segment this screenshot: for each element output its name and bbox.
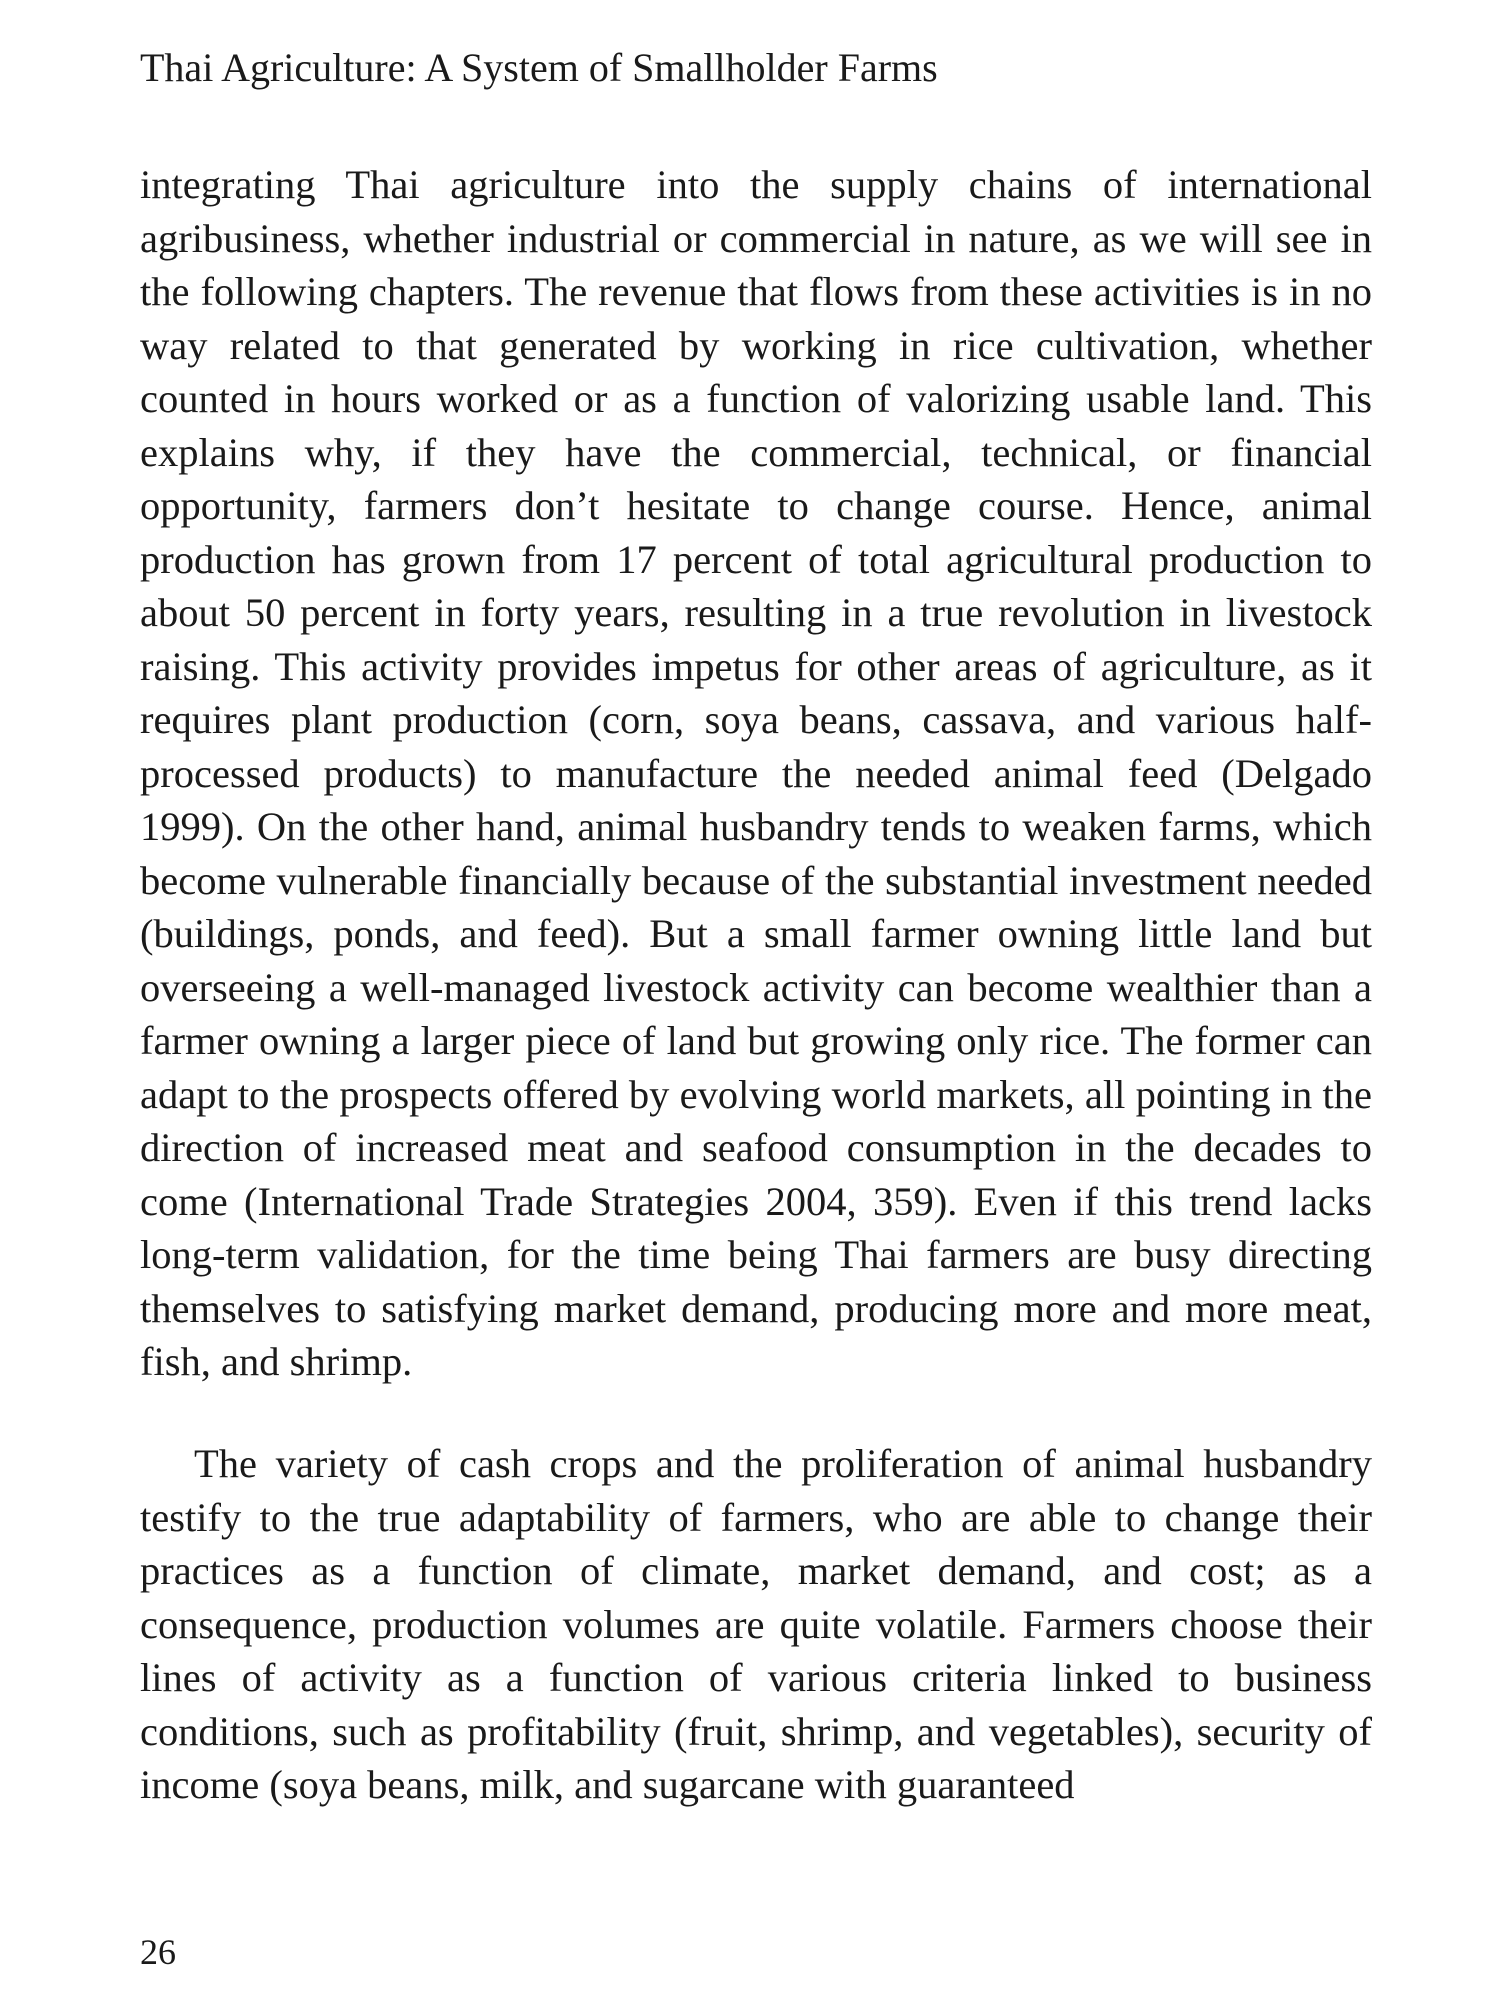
page-number: 26 [140, 1932, 176, 1972]
body-paragraph-2: The variety of cash crops and the proliferation of animal husbandry testify to the true adaptability of farmers, who are able to change their practices as a function of climate, market demand, and cost; as a consequence, production volumes are quite volatile. Farmers choose their lines of activity as a function of various criteria linked to business conditions, such as profitability (fruit, shrimp, and vegetables), security of income (soya beans, milk, and sugarcane with guaranteed [140, 1441, 1372, 1807]
body-paragraph-1: integrating Thai agriculture into the supply chains of international agribusiness, whether industrial or commercial in nature, as we will see in the following chapters. The revenue that flows from these activities is in no way related to that generated by working in rice cultivation, whether counted in hours worked or as a function of valorizing usable land. This explains why, if they have the commercial, technical, or financial opportunity, farmers don’t hesitate to change course. Hence, animal production has grown from 17 percent of total agricultural production to about 50 percent in forty years, resulting in a true revolution in livestock raising. This activity provides impetus for other areas of agriculture, as it requires plant production (corn, soya beans, cassava, and various half-processed products) to manufacture the needed animal feed (Delgado 1999). On the other hand, animal husbandry tends to weaken farms, which become vulnerable financially because of the substantial investment needed (buildings, ponds, and feed). But a small farmer owning little land but overseeing a well-managed livestock activity can become wealthier than a farmer owning a larger piece of land but growing only rice. The former can adapt to the prospects offered by evolving world markets, all pointing in the direction of increased meat and seafood consumption in the decades to come (International Trade Strategies 2004, 359). Even if this trend lacks long-term validation, for the time being Thai farmers are busy directing themselves to satisfying market demand, producing more and more meat, fish, and shrimp. [140, 162, 1372, 1384]
running-header-title: Thai Agriculture: A System of Smallholder Farms [140, 45, 938, 90]
